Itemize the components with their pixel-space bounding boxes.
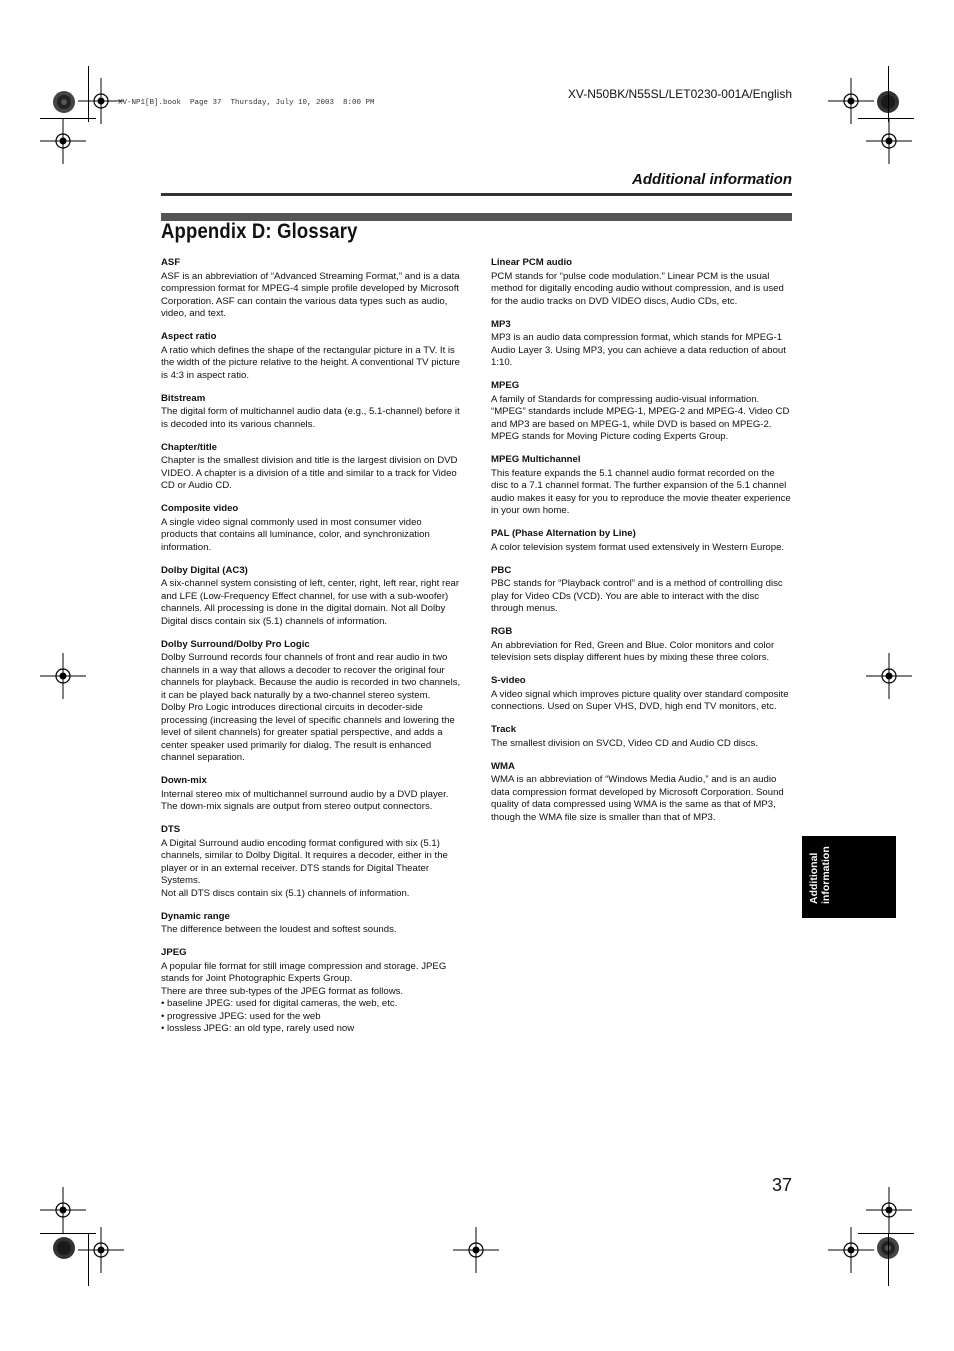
glossary-term: Dolby Surround/Dolby Pro Logic xyxy=(161,638,310,650)
glossary-term: Track xyxy=(491,724,517,735)
trim-line xyxy=(888,1234,889,1286)
glossary-entry xyxy=(491,528,791,554)
glossary-definition: This feature expands the 5.1 channel audio format recorded on the disc to a 7.1 channel format. The further expansion of the 5.1 channel audio makes it easy for you to reproduce the movie theater experience in your own home. xyxy=(491,467,791,516)
book-file-line: XV-NP1[B].book Page 37 Thursday, July 10, 2003 8:00 PM xyxy=(118,99,375,107)
glossary-entry xyxy=(491,257,791,308)
glossary-term: RGB xyxy=(491,626,513,637)
glossary-term: MPEG Multichannel xyxy=(491,454,581,465)
color-target-icon xyxy=(52,1236,76,1260)
glossary-definition: Dolby Surround records four channels of front and rear audio in two channels in a way that allows a decoder to recover the original four channels for playback. Because the audio is recorded in two channels, it can be played back naturally by a two-channel stereo system. xyxy=(161,652,461,701)
glossary-entry xyxy=(491,724,791,750)
glossary-definition: ASF is an abbreviation of “Advanced Streaming Format,” and is a data compression format for MPEG-4 simple profile developed by Microsoft Corporation. ASF can contain the various data types such as audio, video, and text. xyxy=(161,270,460,319)
glossary-entry xyxy=(491,565,791,616)
glossary-definition: The difference between the loudest and softest sounds. xyxy=(161,924,397,935)
trim-line xyxy=(40,118,96,119)
glossary-definition: A color television system format used extensively in Western Europe. xyxy=(491,541,785,553)
glossary-entry xyxy=(161,824,461,900)
glossary-definition: A popular file format for still image compression and storage. JPEG stands for Joint Photographic Experts Group. xyxy=(161,960,447,984)
side-tab-line2: information xyxy=(820,846,832,904)
glossary-definition: There are three sub-types of the JPEG format as follows. xyxy=(161,985,404,997)
trim-line xyxy=(858,118,914,119)
glossary-term: Linear PCM audio xyxy=(491,257,573,268)
glossary-definition: Dolby Pro Logic introduces directional circuits in decoder-side processing (increasing the level of specific channels and lowering the level of silent channels) for greater spatial perspective, and adds a center speaker used primarily for dialog. The result is enhanced channel separation. xyxy=(161,702,455,763)
glossary-entry xyxy=(161,775,461,814)
glossary-entry xyxy=(161,503,461,554)
glossary-term: Down-mix xyxy=(161,775,207,786)
glossary-left-column xyxy=(161,257,461,1046)
glossary-entry xyxy=(161,393,461,432)
glossary-term: Chapter/title xyxy=(161,441,217,453)
glossary-bullet-item: • lossless JPEG: an old type, rarely used now xyxy=(161,1023,461,1036)
glossary-entry xyxy=(161,331,461,382)
glossary-definition: A single video signal commonly used in most consumer video products that contains all luminance, color, and synchronization information. xyxy=(161,516,430,553)
glossary-definition: An abbreviation for Red, Green and Blue. Color monitors and color television sets display different hues by mixing these three colors. xyxy=(491,639,775,663)
glossary-definition: WMA is an abbreviation of “Windows Media Audio,” and is an audio data compression format developed by Microsoft Corporation. Sound quality of data compressed using WMA is the same as that of MP3, though the WMA file size is smaller than that of MP3. xyxy=(491,774,784,823)
glossary-definition: The smallest division on SVCD, Video CD and Audio CD discs. xyxy=(491,737,758,749)
document-code: XV-N50BK/N55SL/LET0230-001A/English xyxy=(567,87,792,101)
glossary-definition: A family of Standards for compressing audio-visual information. “MPEG” standards include MPEG-1, MPEG-2 and MPEG-4. Video CD and MP3 are based on MPEG-1, while DVD is based on MPEG-2. MPEG stands for Moving Picture coding Experts Group. xyxy=(491,393,790,442)
glossary-definition: MP3 is an audio data compression format, which stands for MPEG-1 Audio Layer 3. Using MP3, you can achieve a data reduction of about 1:10. xyxy=(491,332,786,368)
glossary-entry xyxy=(161,565,461,629)
glossary-term: Dynamic range xyxy=(161,910,230,922)
trim-line xyxy=(88,66,89,122)
glossary-entry xyxy=(491,319,791,370)
header-rule xyxy=(161,193,792,196)
glossary-definition: A six-channel system consisting of left, center, right, left rear, right rear and LFE (Low-Frequency Effect channel, for use with a sub-woofer) channels. All processing is done in the digital domain. Not all Dolby Digital discs contain six (5.1) channels of information. xyxy=(161,578,460,627)
glossary-term: Dolby Digital (AC3) xyxy=(161,564,248,576)
trim-line xyxy=(858,1233,914,1234)
glossary-term: Aspect ratio xyxy=(161,331,217,342)
glossary-term: Bitstream xyxy=(161,392,206,404)
registration-mark-icon xyxy=(866,653,912,699)
glossary-entry xyxy=(491,675,791,714)
glossary-term: DTS xyxy=(161,824,181,835)
section-title: Additional information xyxy=(632,171,792,188)
glossary-definition: Internal stereo mix of multichannel surround audio by a DVD player. The down-mix signals are output from stereo output connectors. xyxy=(161,788,449,812)
glossary-entry xyxy=(491,626,791,665)
glossary-definition: Not all DTS discs contain six (5.1) channels of information. xyxy=(161,887,410,899)
side-tab xyxy=(802,836,896,918)
glossary-right-column xyxy=(491,257,791,835)
glossary-entry xyxy=(491,380,791,444)
glossary-entry xyxy=(161,639,461,765)
glossary-bullet-item: • baseline JPEG: used for digital cameras, the web, etc. xyxy=(161,998,461,1011)
glossary-term: PAL (Phase Alternation by Line) xyxy=(491,528,636,539)
glossary-term: Composite video xyxy=(161,503,239,514)
glossary-term: ASF xyxy=(161,257,181,268)
glossary-entry xyxy=(161,442,461,493)
glossary-bullet-item: • progressive JPEG: used for the web xyxy=(161,1011,461,1024)
side-tab-line1: Additional xyxy=(808,852,820,904)
page-title: Appendix D: Glossary xyxy=(161,220,358,243)
registration-mark-icon xyxy=(40,653,86,699)
glossary-term: MPEG xyxy=(491,380,520,391)
glossary-term: S-video xyxy=(491,675,526,686)
glossary-term: WMA xyxy=(491,760,515,772)
side-tab-label xyxy=(808,834,832,904)
trim-line xyxy=(40,1233,96,1234)
registration-mark-icon xyxy=(866,118,912,164)
glossary-definition: A video signal which improves picture quality over standard composite connections. Used on Super VHS, DVD, high end TV monitors, etc. xyxy=(491,688,789,712)
registration-mark-icon xyxy=(40,118,86,164)
glossary-entry xyxy=(491,761,791,825)
page-number: 37 xyxy=(771,1175,792,1195)
registration-mark-icon xyxy=(453,1227,499,1273)
color-target-icon xyxy=(52,90,76,114)
glossary-definition: PCM stands for “pulse code modulation.” Linear PCM is the usual method for digitally encoding audio without compression, and is used for the audio tracks on DVD VIDEO discs, Audio CDs, etc. xyxy=(491,270,784,307)
glossary-term: JPEG xyxy=(161,947,187,958)
glossary-definition: A ratio which defines the shape of the rectangular picture in a TV. It is the width of the picture relative to the height. A conventional TV picture is 4:3 in aspect ratio. xyxy=(161,344,461,381)
glossary-bullet-list xyxy=(161,998,461,1036)
glossary-term: MP3 xyxy=(491,318,511,330)
glossary-entry xyxy=(161,257,461,321)
glossary-definition: Chapter is the smallest division and title is the largest division on DVD VIDEO. A chapter is a division of a title and similar to a track for Video CD or Audio CD. xyxy=(161,455,458,491)
glossary-definition: A Digital Surround audio encoding format configured with six (5.1) channels, similar to Dolby Digital. It requires a decoder, either in the player or in an external receiver. DTS stands for Digital Theater Systems. xyxy=(161,837,448,886)
glossary-entry xyxy=(161,947,461,1036)
glossary-entry xyxy=(491,454,791,518)
trim-line xyxy=(88,1234,89,1286)
glossary-entry xyxy=(161,911,461,937)
trim-line xyxy=(888,66,889,122)
glossary-definition: PBC stands for “Playback control” and is a method of controlling disc play for Video CDs (VCD). You are able to interact with the disc through menus. xyxy=(491,578,783,614)
glossary-term: PBC xyxy=(491,564,512,576)
glossary-definition: The digital form of multichannel audio data (e.g., 5.1-channel) before it is decoded into its various channels. xyxy=(161,406,460,430)
